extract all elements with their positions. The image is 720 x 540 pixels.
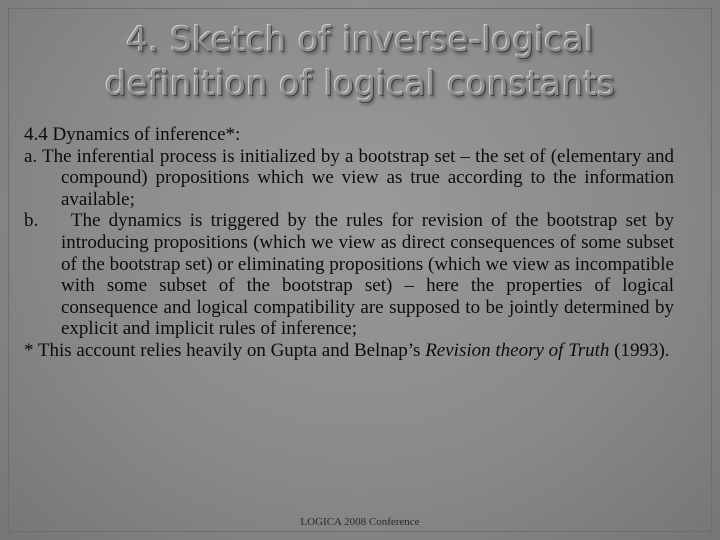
footnote-title: Revision theory of Truth bbox=[425, 339, 610, 361]
list-marker-b: b. bbox=[24, 210, 39, 232]
footnote-prefix: * This account relies heavily on Gupta and Belnap’s bbox=[24, 339, 421, 361]
list-marker-a: a. bbox=[24, 145, 38, 167]
section-heading: 4.4 Dynamics of inference*: bbox=[24, 124, 241, 145]
slide-title-line-1: 4. Sketch of inverse-logical bbox=[126, 20, 594, 60]
slide-title-line-2: definition of logical constants bbox=[104, 64, 616, 104]
slide-title bbox=[0, 18, 720, 106]
list-text-b: The dynamics is triggered by the rules for revision of the bootstrap set by introducing propositions (which we view as direct consequences of some subset of the bootstrap set) or eliminating propositions (which we view as incompatible with some subset of the bootstrap set) – here the properties of logical consequence and logical compatibility are supposed to be jointly determined by explicit and implicit rules of inference; bbox=[61, 210, 674, 340]
slide-body bbox=[24, 124, 674, 362]
list-item-a bbox=[24, 146, 674, 211]
list-item-b bbox=[24, 210, 674, 340]
list-text-a: The inferential process is initialized by a bootstrap set – the set of (elementary and compound) propositions which we view as true according to the information available; bbox=[41, 145, 674, 210]
footnote-suffix: (1993). bbox=[614, 339, 670, 361]
footnote bbox=[24, 340, 674, 362]
footer-text: LOGICA 2008 Conference bbox=[300, 516, 420, 528]
